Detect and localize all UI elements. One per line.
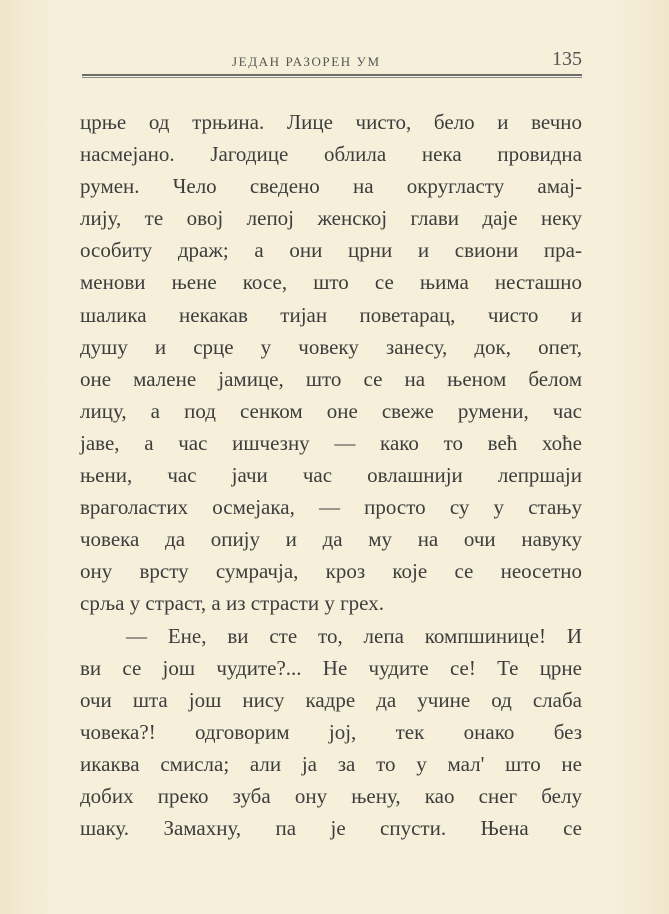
text-line: човека да опију и да му на очи навуку — [80, 527, 582, 552]
text-line: менови њене косе, што се њима несташно — [80, 270, 582, 295]
text-line: враголастих осмејака, — просто су у стању — [80, 495, 582, 520]
text-line: добих преко зуба ону њену, као снег белу — [80, 783, 582, 808]
text-line: икаква смисла; али ја за то у мал' што не — [80, 751, 582, 776]
text-line: — Ене, ви сте то, лепа компшинице! И — [126, 623, 582, 648]
text-line: ону врсту сумрачја, кроз које се неосетно — [80, 559, 582, 584]
text-line: лију, те овој лепој женској глави даје неку — [80, 206, 582, 231]
text-line: особиту драж; а они црни и свиони пра- — [80, 238, 582, 263]
text-line: ви се још чудите?... Не чудите се! Те црне — [80, 655, 582, 680]
text-line: оне малене јамице, што се на њеном белом — [80, 366, 582, 391]
header-rule-thin — [82, 77, 582, 78]
text-line: душу и срце у човеку занесу, док, опет, — [80, 334, 582, 359]
header-rule — [82, 74, 582, 76]
text-line: црње од трњина. Лице чисто, бело и вечно — [80, 110, 582, 134]
running-title: ЈЕДАН РАЗОРЕН УМ — [232, 54, 381, 69]
text-line: насмејано. Јагодице облила нека провидна — [80, 142, 582, 167]
text-line: очи шта још нису кадре да учине од слаба — [80, 687, 582, 712]
text-line: лицу, а под сенком оне свеже румени, час — [80, 398, 582, 423]
text-line: човека?! одговорим јој, тек онако без — [80, 719, 582, 744]
text-line: шалика некакав тијан поветарац, чисто и — [80, 302, 582, 327]
text-line: њени, час јачи час овлашнији лепршаји — [80, 463, 582, 488]
page-number: 135 — [552, 48, 582, 70]
text-line: шаку. Замахну, па је спусти. Њена се — [80, 816, 582, 841]
body-text — [80, 106, 582, 844]
page-header — [82, 48, 582, 74]
text-line: срља у страст, а из страсти у грех. — [80, 591, 384, 616]
text-line: румен. Чело сведено на округласту амај- — [80, 174, 582, 199]
text-line: јаве, а час ишчезну — како то већ хоће — [80, 430, 582, 455]
